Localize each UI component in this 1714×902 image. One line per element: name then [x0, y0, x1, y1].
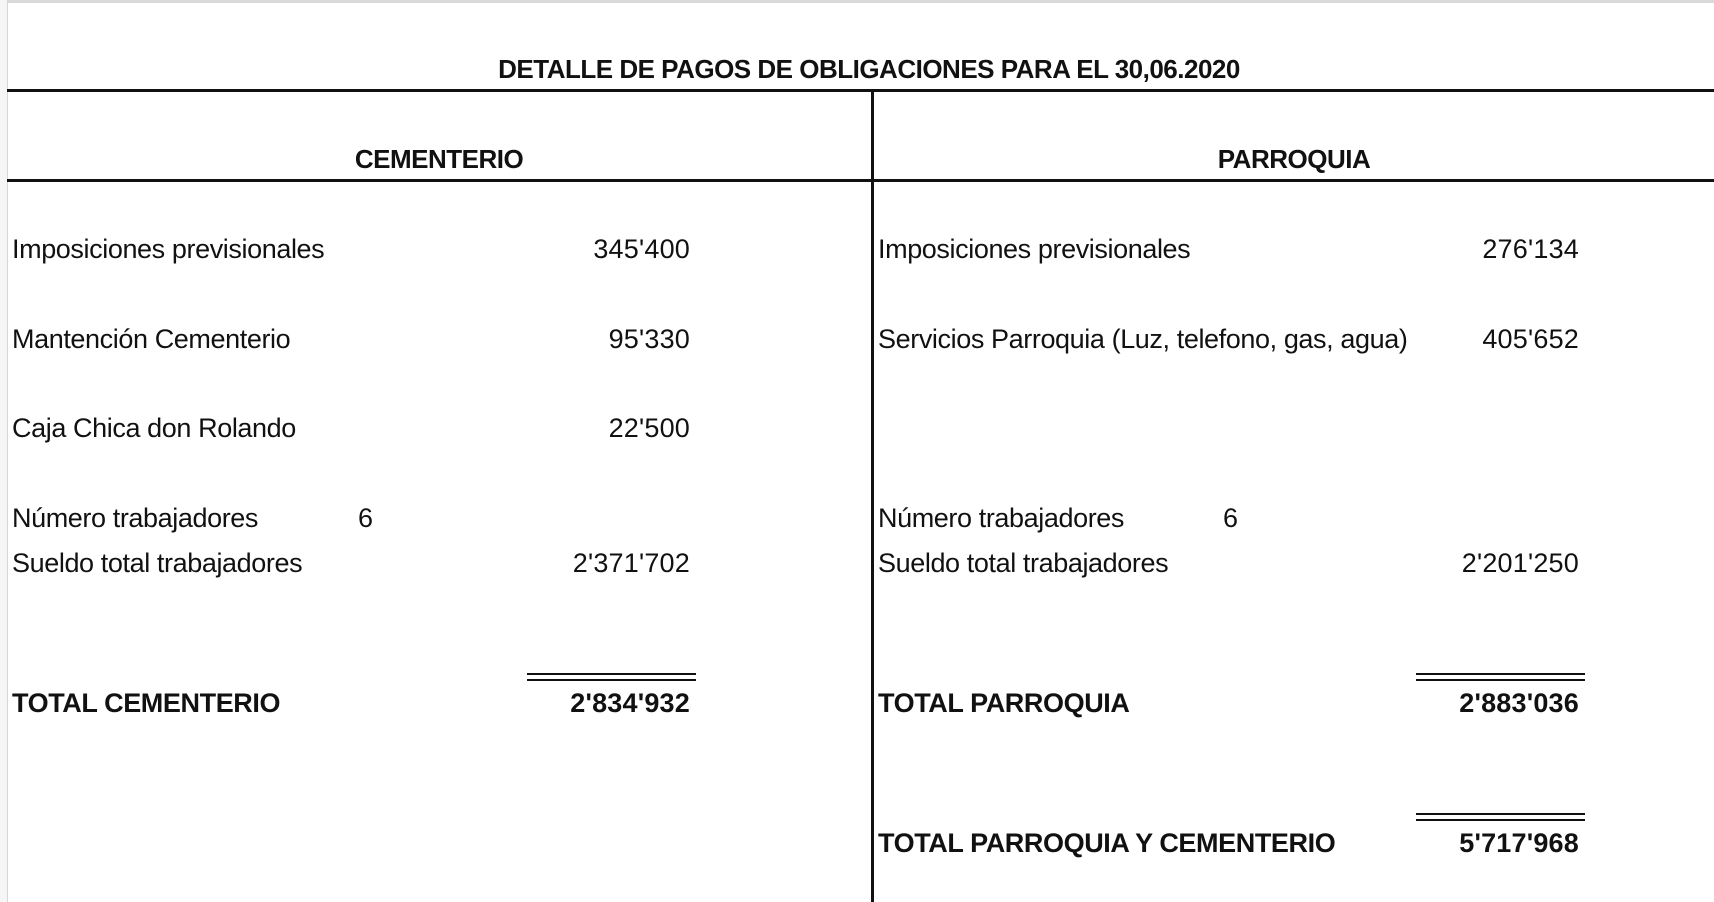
- cementerio-row-label: Mantención Cementerio: [12, 324, 291, 354]
- parroquia-workers-count: 6: [1223, 503, 1239, 533]
- grand-total-value: 5'717'968: [1459, 828, 1579, 858]
- grid-top-border: [0, 0, 1714, 3]
- cementerio-workers-count: 6: [358, 503, 374, 533]
- heading-divider: [7, 179, 1714, 182]
- cementerio-workers-label: Número trabajadores: [12, 503, 259, 533]
- cementerio-salary-label: Sueldo total trabajadores: [12, 548, 303, 578]
- title-divider: [7, 89, 1714, 92]
- parroquia-total-double-underline: [1416, 673, 1585, 681]
- report-title: DETALLE DE PAGOS DE OBLIGACIONES PARA EL 30,06.2020: [498, 54, 1240, 84]
- cementerio-row-value: 345'400: [593, 234, 690, 264]
- parroquia-salary-label: Sueldo total trabajadores: [878, 548, 1169, 578]
- cementerio-salary-value: 2'371'702: [572, 548, 690, 578]
- cementerio-total-double-underline: [527, 673, 696, 681]
- parroquia-total-value: 2'883'036: [1459, 688, 1579, 718]
- cementerio-total-value: 2'834'932: [570, 688, 690, 718]
- grand-total-double-underline: [1416, 813, 1585, 821]
- cementerio-total-label: TOTAL CEMENTERIO: [12, 688, 281, 718]
- column-divider: [871, 92, 874, 902]
- parroquia-workers-label: Número trabajadores: [878, 503, 1125, 533]
- parroquia-row-label: Servicios Parroquia (Luz, telefono, gas, agua): [878, 324, 1408, 354]
- parroquia-row-value: 276'134: [1482, 234, 1579, 264]
- grid-left-border: [0, 0, 8, 902]
- parroquia-row-label: Imposiciones previsionales: [878, 234, 1191, 264]
- cementerio-row-value: 95'330: [608, 324, 690, 354]
- cementerio-row-label: Imposiciones previsionales: [12, 234, 325, 264]
- cementerio-row-label: Caja Chica don Rolando: [12, 413, 296, 443]
- cementerio-row-value: 22'500: [608, 413, 690, 443]
- parroquia-salary-value: 2'201'250: [1461, 548, 1579, 578]
- cementerio-heading: CEMENTERIO: [354, 144, 524, 174]
- grand-total-label: TOTAL PARROQUIA Y CEMENTERIO: [878, 828, 1336, 858]
- parroquia-total-label: TOTAL PARROQUIA: [878, 688, 1130, 718]
- parroquia-heading: PARROQUIA: [1217, 144, 1371, 174]
- parroquia-row-value: 405'652: [1482, 324, 1579, 354]
